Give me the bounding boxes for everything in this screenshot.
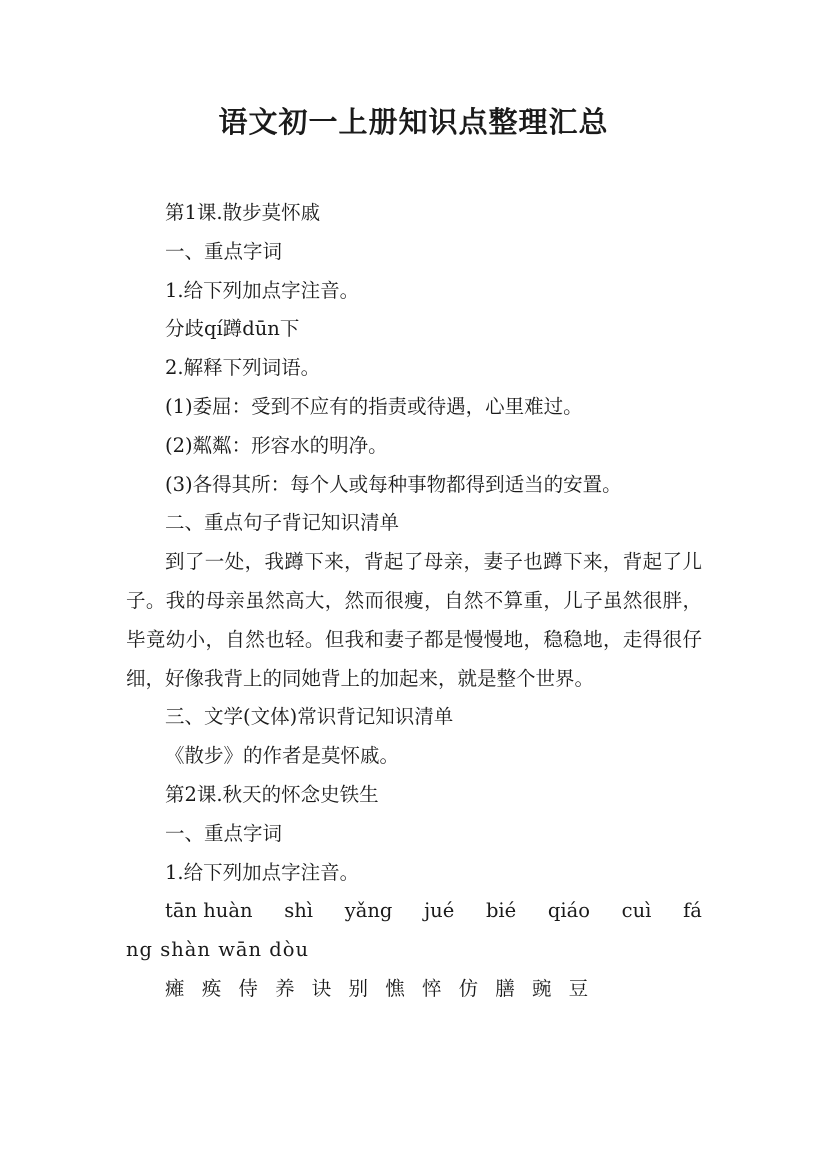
lesson-1-heading: 第1课.散步莫怀戚 <box>165 201 321 224</box>
pinyin-item: cuì <box>621 899 652 923</box>
pinyin-item: bié <box>485 899 517 923</box>
document-title: 语文初一上册知识点整理汇总 <box>218 105 609 139</box>
key-passage-paragraph: 到了一处，我蹲下来，背起了母亲，妻子也蹲下来，背起了儿子。我的母亲虽然高大，然而很瘦，自然不算重，儿子虽然很胖，毕竟幼小，自然也轻。但我和妻子都是慢慢地，稳稳地，走得很仔细，好像我背上的同她背上的加起来，就是整个世界。 <box>126 550 702 690</box>
definition-line: (1)委屈：受到不应有的指责或待遇，心里难过。 <box>165 394 583 418</box>
section-heading: 一、重点字词 <box>165 821 283 845</box>
definition-line: (2)粼粼：形容水的明净。 <box>165 433 388 457</box>
exercise-line: 2.解释下列词语。 <box>165 356 321 380</box>
pinyin-item: fá <box>683 899 702 923</box>
pinyin-item: jué <box>424 899 455 923</box>
pinyin-continuation: ng shàn wān dòu <box>126 938 310 962</box>
pinyin-item: yǎng <box>344 899 393 923</box>
exercise-line: 1.给下列加点字注音。 <box>165 860 360 884</box>
document-body <box>126 194 702 1009</box>
definition-line: (3)各得其所：每个人或每种事物都得到适当的安置。 <box>165 472 622 496</box>
pinyin-item: shì <box>284 899 314 923</box>
pinyin-item: qiáo <box>547 899 590 923</box>
pinyin-row <box>126 892 702 931</box>
section-heading: 一、重点字词 <box>165 239 283 263</box>
exercise-line: 1.给下列加点字注音。 <box>165 278 360 302</box>
pinyin-answer-line: 分歧qí蹲dūn下 <box>165 317 300 341</box>
section-heading: 二、重点句子背记知识清单 <box>165 511 400 535</box>
lesson-2-heading: 第2课.秋天的怀念史铁生 <box>165 782 379 806</box>
literature-fact-line: 《散步》的作者是莫怀戚。 <box>165 744 400 768</box>
section-heading: 三、文学(文体)常识背记知识清单 <box>165 705 454 729</box>
pinyin-item: tān huàn <box>165 899 253 923</box>
character-row: 瘫 痪 侍 养 诀 别 憔 悴 仿 膳 豌 豆 <box>165 976 591 1000</box>
